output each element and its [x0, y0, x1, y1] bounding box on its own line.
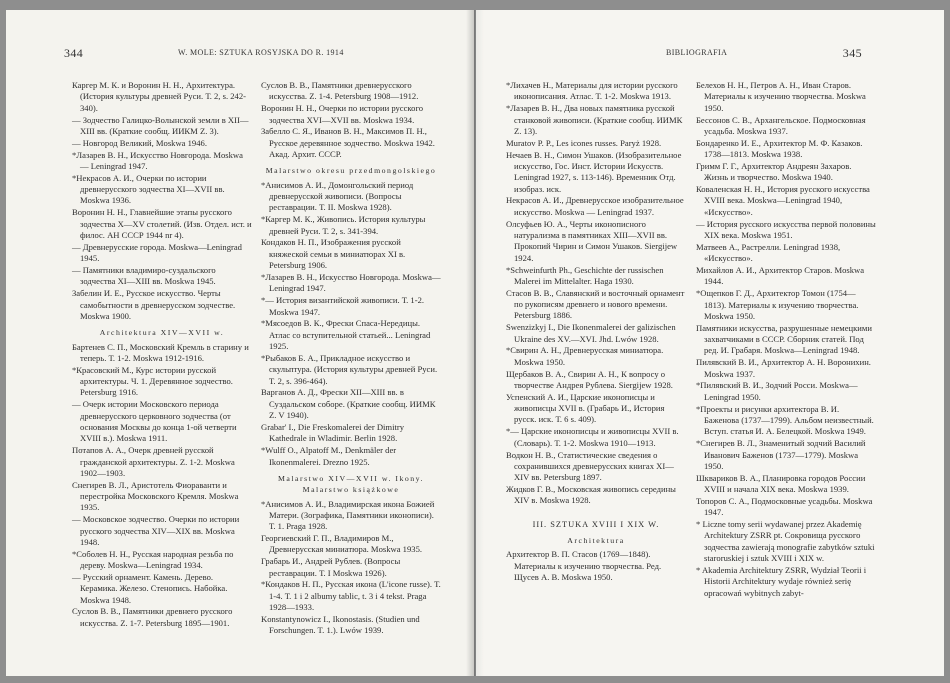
bibliography-entry: *Schweinfurth Ph., Geschichte der russischen Malerei im Mittelalter. Haga 1930.: [506, 264, 664, 286]
bibliography-entry: Щербаков В. А., Свирин А. Н., К вопросу о творчестве Андрея Рублева. Siergijew 1928.: [506, 368, 673, 390]
bibliography-entry: * Liczne tomy serii wydawanej przez Akademię Architektury ZSRR pt. Сокровища русского зодчества zawierają monografie zabytków sztuki staroruskiej i sztuk XVIII i XIX w.: [696, 519, 875, 564]
bibliography-entry: *Анисимов А. И., Владимирская икона Божией Матери. (Зографика, Памятники иконописи). Т. 1. Praga 1928.: [261, 498, 435, 532]
bibliography-entry: Некрасов А. И., Древнерусское изобразительное искусство. Moskwa — Leningrad 1937.: [506, 195, 684, 217]
left-running-head: W. MOLE: SZTUKA ROSYJSKA DO R. 1914: [178, 48, 344, 57]
bibliography-entry: Архитектор В. П. Стасов (1769—1848). Материалы к изучению творчества. Ред. Щусев А. В. Moskwa 1950.: [506, 549, 662, 583]
section-heading: Malarstwo okresu przedmongolskiego: [265, 166, 437, 176]
bibliography-entry: Топоров С. А., Подмосковные усадьбы. Moskwa 1947.: [696, 495, 873, 518]
right-column-1: [506, 80, 686, 584]
right-running-head: BIBLIOGRAFIA: [666, 48, 728, 57]
bibliography-entry: Пилявский В. И., Архитектор А. Н. Воронихин. Moskwa 1937.: [696, 357, 871, 379]
bibliography-entry: *Некрасов А. И., Очерки по истории древнерусского зодчества XI—XVII вв. Moskwa 1936.: [72, 172, 225, 206]
bibliography-entry: *Проекты и рисунки архитектора В. И. Баженова (1737—1799). Альбом неизвестный. Вступ. статья И. А. Белецкой. Moskwa 1949.: [696, 403, 874, 437]
bibliography-entry: Стасов В. В., Славянский и восточный орнамент по рукописям древнего и нового времени. Petersburg 1886.: [506, 287, 685, 321]
bibliography-entry: Памятники искусства, разрушенные немецкими захватчиками в СССР. Сборник статей. Под ред. И. Грабаря. Moskwa—Leningrad 1948.: [696, 322, 872, 356]
bibliography-entry: Матвеев А., Растрелли. Leningrad 1938, «Искусство».: [696, 241, 841, 264]
bibliography-entry: Бондаренко И. Е., Архитектор М. Ф. Казаков. 1738—1813. Moskwa 1938.: [696, 137, 863, 160]
bibliography-entry: Swenzizkyj I., Die Ikonenmalerei der galizischen Ukraine des XV.—XVI. Jhd. Lwów 1928.: [506, 322, 676, 344]
section-heading: III. SZTUKA XVIII I XIX W.: [532, 519, 660, 529]
bibliography-entry: *Красовский М., Курс истории русской архитектуры. Ч. 1. Деревянное зодчество. Petersburg 1916.: [72, 364, 233, 398]
bibliography-entry: * Akademia Architektury ZSRR, Wydział Teorii i Historii Architektury wydaje również serię opracowań wybitnych zabyt-: [696, 564, 867, 598]
bibliography-entry: Grabar' I., Die Freskomalerei der Dimitry Kathedrale in Wladimir. Berlin 1928.: [261, 421, 405, 444]
bibliography-entry: — Очерк истории Московского периода древнерусского церковного зодчества (от основания Москвы до конца 1-ой четверти XVIII в.). Moskwa 1911.: [72, 399, 237, 444]
bibliography-entry: — Русский орнамент. Камень. Дерево. Керамика. Железо. Стенопись. Набойка. Moskwa 1948.: [72, 571, 228, 605]
bibliography-entry: Гримм Г. Г., Архитектор Андреян Захаров. Жизнь и творчество. Moskwa 1940.: [696, 160, 852, 183]
bibliography-entry: Каргер М. К. и Воронин Н. Н., Архитектура. (История культуры древней Руси. Т. 2, s. 242-340).: [72, 80, 246, 113]
bibliography-entry: Суслов В. В., Памятники древнего русского искусства. Z. 1-7. Petersburg 1895—1901.: [72, 606, 233, 628]
right-page: [476, 10, 944, 676]
bibliography-entry: Снегирев В. Л., Аристотель Фиораванти и перестройка Московского Кремля. Moskwa 1935.: [72, 479, 239, 513]
bibliography-entry: *Кондаков Н. П., Русская икона (L'icone russe). Т. 1-4. Т. 1 i 2 albumy tablic, t. 3 i 4 tekst. Praga 1928—1933.: [261, 579, 441, 613]
bibliography-entry: Варганов А. Д., Фрески XII—XIII вв. в Суздальском соборе. (Краткие сообщ. ИИМК Z. V 1940).: [261, 387, 436, 421]
bibliography-entry: — Зодчество Галицко-Волынской земли в XII—XIII вв. (Краткие сообщ. ИИКМ Z. 3).: [72, 114, 249, 136]
bibliography-entry: — Московское зодчество. Очерки по истории русского зодчества XIV—XIX вв. Moskwa 1948.: [72, 514, 240, 547]
bibliography-entry: *— История византийской живописи. Т. 1-2. Moskwa 1947.: [261, 295, 425, 317]
bibliography-entry: Михайлов А. И., Архитектор Старов. Moskwa 1944.: [696, 265, 865, 287]
left-column-2: [261, 80, 441, 637]
bibliography-entry: Кондаков Н. П., Изображения русской княжеской семьи в миниатюрах XI в. Petersburg 1906.: [261, 237, 406, 271]
section-heading: Malarstwo XIV—XVII w. Ikony. Malarstwo książkowe: [277, 473, 424, 495]
bibliography-entry: Забелин И. Е., Русское искусство. Черты самобытности в древнерусском зодчестве. Moskwa 1900.: [72, 288, 236, 321]
bibliography-entry: Воронин Н. Н., Очерки по истории русского зодчества XVI—XVII вв. Moskwa 1934.: [261, 103, 424, 125]
bibliography-entry: — Памятники владимиро-суздальского зодчества XI—XIII вв. Moskwa 1945.: [72, 265, 216, 287]
bibliography-entry: Суслов В. В., Памятники древнерусского искусства. Z. 1-4. Petersburg 1908—1912.: [261, 80, 419, 102]
bibliography-entry: Шквариков В. А., Планировка городов России XVIII и начала XIX века. Moskwa 1939.: [696, 472, 866, 495]
bibliography-entry: Белехов Н. Н., Петров А. Н., Иван Старов. Материалы к изучению творчества. Moskwa 1950.: [696, 80, 866, 113]
bibliography-entry: *Свирин А. Н., Древнерусская миниатюра. Moskwa 1950.: [506, 345, 664, 367]
bibliography-entry: Водкон Н. В., Статистические сведения о сохранившихся древнерусских книгах XI—XIV вв. Petersburg 1897.: [506, 449, 674, 483]
bibliography-entry: *Снегирев В. Л., Знаменитый зодчий Василий Иванович Баженов (1737—1779). Moskwa 1950.: [696, 438, 866, 471]
bibliography-entry: Коваленская Н. Н., История русского искусства XVIII века. Moskwa—Leningrad 1940, «Искусство».: [696, 184, 870, 217]
bibliography-entry: Konstantynowicz I., Ikonostasis. (Studien und Forschungen. T. 1.). Lwów 1939.: [261, 613, 420, 636]
right-page-number: 345: [842, 46, 862, 60]
bibliography-entry: *Пилявский В. И., Зодчий Росси. Moskwa—Leningrad 1950.: [696, 380, 858, 402]
bibliography-entry: Забелло С. Я., Иванов В. Н., Максимов П. Н., Русское деревянное зодчество. Moskwa 1942. Акад. Архит. СССР.: [261, 126, 435, 160]
bibliography-entry: *Мясоедов В. К., Фрески Спаса-Нередицы. Атлас со вступительной статьей... Leningrad 1925.: [261, 318, 431, 352]
section-heading: Architektura XIV—XVII w.: [99, 328, 225, 338]
bibliography-entry: *Лихачев Н., Материалы для истории русского иконописания. Атлас. Т. 1-2. Moskwa 1913.: [506, 80, 678, 102]
right-page-header: [476, 48, 944, 64]
bibliography-entry: — Древнерусские города. Moskwa—Leningrad 1945.: [72, 241, 242, 264]
bibliography-entry: *Соболев Н. Н., Русская народная резьба по дереву. Moskwa—Leningrad 1934.: [72, 548, 234, 571]
bibliography-entry: Бессонов С. В., Архангельское. Подмосковная усадьба. Moskwa 1937.: [696, 114, 866, 136]
bibliography-entry: Нечаев В. Н., Симон Ушаков. (Изобразительное искусство, Гос. Инст. Истории Искусств. Leningrad 1927, s. 113-146). Временник Отд. изобраз. иск.: [506, 149, 682, 194]
bibliography-entry: Воронин Н. Н., Главнейшие этапы русского зодчества X—XV столетий. (Изв. Отдел. ист. и филос. АН СССР 1944 nr 4).: [72, 207, 252, 240]
bibliography-entry: Muratov P. P., Les icones russes. Paryż 1928.: [506, 137, 662, 148]
bibliography-entry: — Новгород Великий, Moskwa 1946.: [72, 137, 207, 148]
bibliography-entry: *Лазарев В. Н., Искусство Новгорода. Moskwa—Leningrad 1947.: [261, 272, 441, 294]
bibliography-entry: *Рыбаков Б. А., Прикладное искусство и скульптура. (История культуры древней Руси. Т. 2, s. 396-464).: [261, 352, 438, 386]
bibliography-entry: *Ощепков Г. Д., Архитектор Томон (1754—1813). Материалы к изучению творчества. Moskwa 1950.: [696, 288, 859, 321]
bibliography-entry: — История русского искусства первой половины XIX века. Moskwa 1951.: [696, 218, 876, 240]
bibliography-entry: *Лазарев В. Н., Два новых памятника русской станковой живописи. (Краткие сообщ. ИИМК Z. 13).: [506, 103, 683, 136]
bibliography-entry: *Каргер М. К., Живопись. История культуры древней Руси. Т. 2, s. 341-394.: [261, 214, 426, 236]
bibliography-entry: *Лазарев В. Н., Искусство Новгорода. Moskwa — Leningrad 1947.: [72, 149, 243, 171]
bibliography-entry: Грабарь И., Андрей Рублев. (Вопросы реставрации. Т. I Moskwa 1926).: [261, 556, 401, 578]
bibliography-entry: Олсуфьев Ю. А., Черты иконописного натурализма в памятниках XIII—XVII вв. Прокопий Чирин и Симон Ушаков. Siergijew 1924.: [506, 218, 678, 263]
right-column-2: [696, 80, 876, 599]
bibliography-entry: Жидков Г. В., Московская живопись середины XIV в. Moskwa 1928.: [506, 484, 676, 506]
bibliography-entry: Георгиевский Г. П., Владимиров М., Древнерусская миниатюра. Moskwa 1935.: [261, 533, 423, 555]
bibliography-entry: Успенский А. И., Царские иконописцы и живописцы XVII в. (Грабарь И., История русск. иск. Т. 6 s. 409).: [506, 391, 665, 425]
left-column-1: [72, 80, 252, 630]
section-heading: Architektura: [567, 536, 625, 546]
bibliography-entry: *Wulff O., Alpatoff M., Denkmäler der Ikonenmalerei. Drezno 1925.: [261, 445, 397, 467]
bibliography-entry: Потапов А. А., Очерк древней русской гражданской архитектуры. Z. 1-2. Moskwa 1902—1903.: [72, 445, 235, 478]
left-page-number: 344: [64, 46, 84, 60]
left-page-header: [6, 48, 474, 64]
left-page: [6, 10, 474, 676]
bibliography-entry: *Анисимов А. И., Домонгольский период древнерусской живописи. (Вопросы реставрации. Т. II. Moskwa 1928).: [261, 179, 414, 213]
bibliography-entry: Бартенев С. П., Московский Кремль в старину и теперь. Т. 1-2. Moskwa 1912-1916.: [72, 341, 249, 363]
book-gutter-shadow: [466, 10, 484, 676]
bibliography-entry: *— Царские иконописцы и живописцы XVII в. (Словарь). Т. 1-2. Moskwa 1910—1913.: [506, 426, 679, 448]
